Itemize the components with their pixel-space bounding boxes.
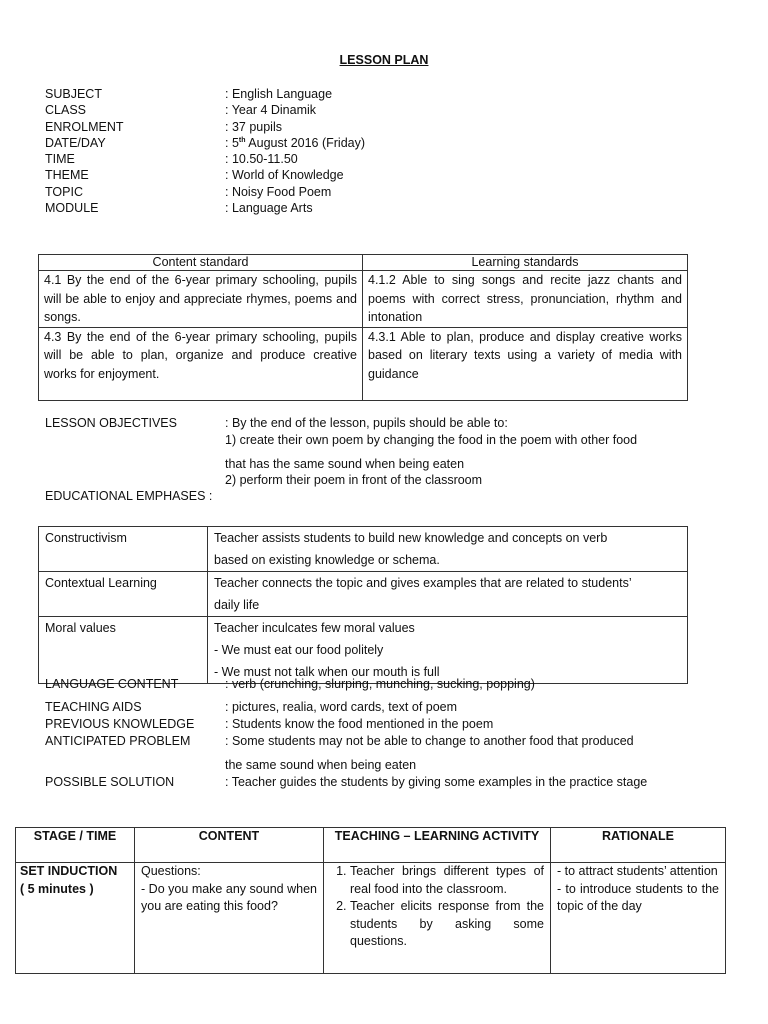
content-line: - Do you make any sound when you are eating this food? [141, 881, 317, 913]
content-cell [135, 863, 324, 974]
emphasis-line: daily life [214, 598, 260, 612]
rationale-line: - to attract students’ attention [557, 864, 718, 878]
content-line: Questions: [141, 864, 201, 878]
emphases-label: EDUCATIONAL EMPHASES : [45, 489, 213, 503]
date-ordinal: th [238, 136, 246, 144]
info-row-module [45, 200, 745, 216]
emphasis-description [208, 527, 688, 572]
rationale-line: - to introduce students to the topic of the day [557, 881, 719, 913]
list-item: 1. Teacher brings different types of real food into the classroom. [350, 863, 544, 898]
rationale-header: RATIONALE [551, 828, 726, 863]
objective-text: that has the same sound when being eaten [225, 457, 465, 471]
info-label: SUBJECT [45, 87, 102, 101]
previous-knowledge-label: PREVIOUS KNOWLEDGE [45, 717, 195, 731]
list-item: 2. Teacher elicits response from the students by asking some questions. [350, 898, 544, 951]
info-label: ENROLMENT [45, 119, 124, 134]
stage-name: SET INDUCTION [20, 864, 118, 878]
stage-cell [16, 863, 135, 974]
emphasis-line: based on existing knowledge or schema. [214, 553, 440, 567]
rationale-cell [551, 863, 726, 974]
anticipated-problem-value: : Some students may not be able to change to another food that produced [225, 734, 634, 748]
info-value: : English Language [225, 87, 333, 101]
info-value: : Language Arts [225, 201, 313, 216]
table-row [39, 617, 688, 684]
language-content-label: LANGUAGE CONTENT [45, 677, 179, 691]
content-standard-cell: 4.1 By the end of the 6-year primary schooling, pupils will be able to enjoy and appreciate rhymes, poems and songs. [39, 271, 363, 328]
emphasis-name: Moral values [39, 617, 208, 684]
previous-knowledge-value: : Students know the food mentioned in the poem [225, 717, 494, 731]
emphasis-line: - We must eat our food politely [214, 643, 384, 657]
content-header: CONTENT [135, 828, 324, 863]
info-row-time [45, 151, 745, 167]
activity-header: TEACHING – LEARNING ACTIVITY [324, 828, 551, 863]
emphasis-description [208, 617, 688, 684]
teaching-aids-label: TEACHING AIDS [45, 700, 142, 714]
standards-table [38, 254, 688, 401]
emphasis-description [208, 572, 688, 617]
info-label: DATE/DAY [45, 135, 106, 150]
info-value: : Year 4 Dinamik [225, 103, 317, 118]
emphasis-name: Contextual Learning [39, 572, 208, 617]
stage-time-header: STAGE / TIME [16, 828, 135, 863]
emphasis-name: Constructivism [39, 527, 208, 572]
info-label: CLASS [45, 103, 86, 118]
teaching-aids-value: : pictures, realia, word cards, text of poem [225, 700, 458, 714]
lesson-info [45, 86, 745, 216]
info-value: : World of Knowledge [225, 168, 344, 183]
info-value: : 37 pupils [225, 119, 282, 134]
emphasis-line: Teacher connects the topic and gives examples that are related to students’ [214, 576, 632, 590]
educational-emphases-table [38, 526, 688, 684]
page-title: LESSON PLAN [339, 53, 429, 67]
content-standard-header: Content standard [39, 255, 363, 271]
table-row [39, 572, 688, 617]
date-suffix: August 2016 (Friday) [245, 135, 366, 150]
anticipated-problem-label: ANTICIPATED PROBLEM [45, 734, 191, 748]
lesson-stage-table [15, 827, 726, 974]
anticipated-problem-value: the same sound when being eaten [225, 758, 417, 772]
info-row-theme [45, 167, 745, 183]
info-value: : 10.50-11.50 [225, 152, 298, 167]
stage-time: ( 5 minutes ) [20, 881, 94, 896]
table-row [16, 863, 726, 974]
info-label: THEME [45, 168, 89, 183]
info-label: MODULE [45, 201, 99, 216]
info-row-enrolment [45, 119, 745, 135]
activity-list [328, 863, 544, 951]
info-label: TOPIC [45, 184, 83, 199]
possible-solution-label: POSSIBLE SOLUTION [45, 775, 175, 789]
table-row [39, 527, 688, 572]
emphasis-line: Teacher inculcates few moral values [214, 621, 415, 635]
learning-standard-cell: 4.1.2 Able to sing songs and recite jazz chants and poems with correct stress, pronunciation, rhythm and intonation [363, 271, 688, 328]
info-value: : Noisy Food Poem [225, 184, 332, 199]
possible-solution-value: : Teacher guides the students by giving some examples in the practice stage [225, 775, 648, 789]
objective-text: 2) perform their poem in front of the classroom [225, 473, 483, 487]
standards-header-row [39, 255, 688, 271]
stage-header-row [16, 828, 726, 863]
content-standard-cell: 4.3 By the end of the 6-year primary schooling, pupils will be able to plan, organize and produce creative works for enjoyment. [39, 327, 363, 400]
info-row-class [45, 102, 745, 118]
learning-standards-header: Learning standards [363, 255, 688, 271]
info-row-date [45, 135, 745, 151]
date-prefix: : 5 [225, 135, 239, 150]
activity-cell [324, 863, 551, 974]
objective-text: 1) create their own poem by changing the food in the poem with other food [225, 433, 638, 447]
info-label: TIME [45, 152, 75, 167]
language-content-value: : verb (crunching, slurping, munching, sucking, popping) [225, 677, 535, 691]
emphasis-line: - We must not talk when our mouth is full [214, 665, 440, 679]
info-value-date [225, 135, 365, 151]
table-row [39, 327, 688, 400]
table-row [39, 271, 688, 328]
emphasis-line: Teacher assists students to build new knowledge and concepts on verb [214, 531, 608, 545]
info-row-subject [45, 86, 745, 102]
learning-standard-cell: 4.3.1 Able to plan, produce and display creative works based on literary texts using a variety of media with guidance [363, 327, 688, 400]
info-row-topic [45, 184, 745, 200]
objectives-label: LESSON OBJECTIVES [45, 416, 177, 430]
objectives-intro: : By the end of the lesson, pupils should be able to: [225, 416, 508, 430]
